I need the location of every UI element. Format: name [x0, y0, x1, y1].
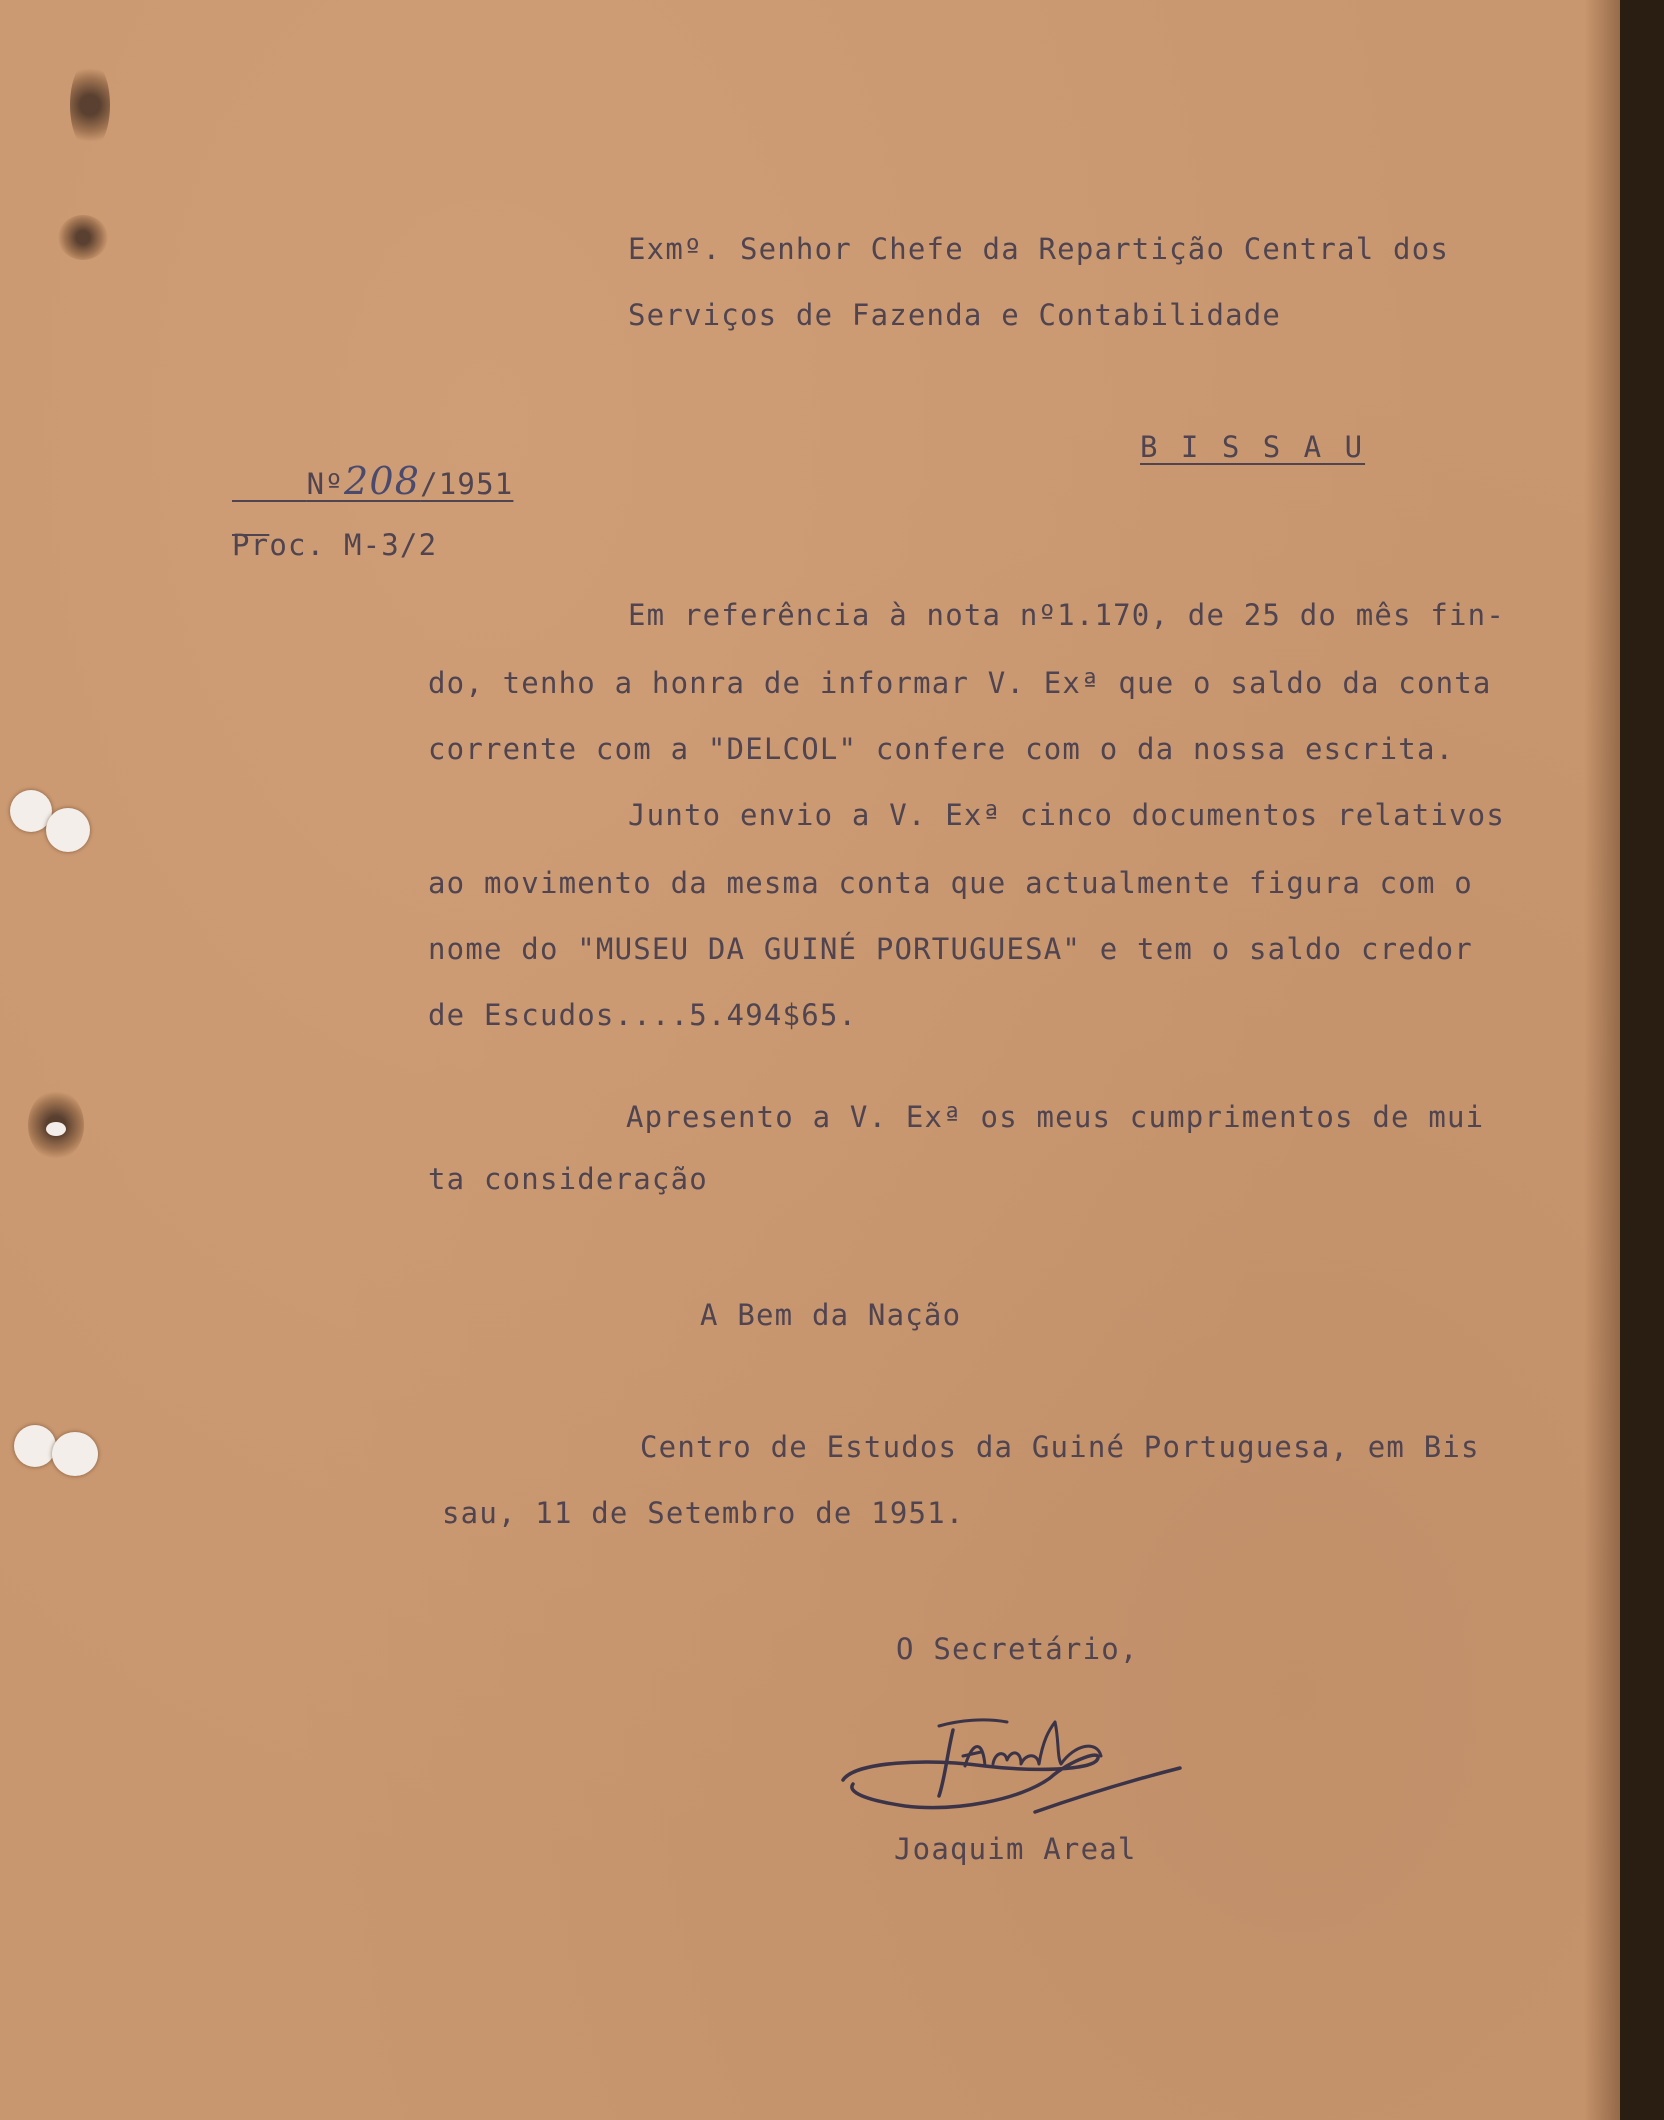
recipient-line-1: Exmº. Senhor Chefe da Repartição Central dos — [628, 232, 1450, 266]
reference-number — [232, 430, 513, 535]
body-paragraph-3-line-1: Apresento a V. Exª os meus cumprimentos de mui — [626, 1100, 1485, 1134]
recipient-line-2: Serviços de Fazenda e Contabilidade — [628, 298, 1282, 332]
punch-hole — [46, 808, 90, 852]
signer-name: Joaquim Areal — [894, 1832, 1137, 1866]
body-paragraph-1-line-1: Em referência à nota nº1.170, de 25 do mês fin- — [628, 598, 1505, 632]
body-paragraph-2-line-2: ao movimento da mesma conta que actualmente figura com o — [428, 866, 1473, 900]
closing-motto: A Bem da Nação — [700, 1298, 962, 1332]
handwritten-signature — [835, 1700, 1195, 1830]
place-date-line-1: Centro de Estudos da Guiné Portuguesa, em Bis — [640, 1430, 1480, 1464]
punch-hole — [14, 1425, 56, 1467]
body-paragraph-2-line-1: Junto envio a V. Exª cinco documentos relativos — [628, 798, 1505, 832]
reference-prefix: Nº — [306, 467, 344, 501]
place-date-line-2: sau, 11 de Setembro de 1951. — [442, 1496, 965, 1530]
punch-hole — [46, 1122, 66, 1136]
punch-hole — [52, 1432, 98, 1476]
body-paragraph-2-line-4: de Escudos....5.494$65. — [428, 998, 858, 1032]
reference-year: /1951 — [420, 467, 514, 501]
rust-stain — [58, 215, 108, 260]
process-reference: Proc. M-3/2 — [232, 528, 438, 562]
body-paragraph-1-line-2: do, tenho a honra de informar V. Exª que o saldo da conta — [428, 666, 1492, 700]
signer-title: O Secretário, — [896, 1632, 1139, 1666]
rust-stain — [70, 60, 110, 150]
page-edge-shadow — [1584, 0, 1620, 2120]
body-paragraph-1-line-3: corrente com a "DELCOL" confere com o da nossa escrita. — [428, 732, 1455, 766]
reference-handwritten-number: 208 — [343, 459, 421, 503]
city-heading: B I S S A U — [1140, 430, 1366, 464]
body-paragraph-2-line-3: nome do "MUSEU DA GUINÉ PORTUGUESA" e tem o saldo credor — [428, 932, 1473, 966]
body-paragraph-3-line-2: ta consideração — [428, 1162, 708, 1196]
